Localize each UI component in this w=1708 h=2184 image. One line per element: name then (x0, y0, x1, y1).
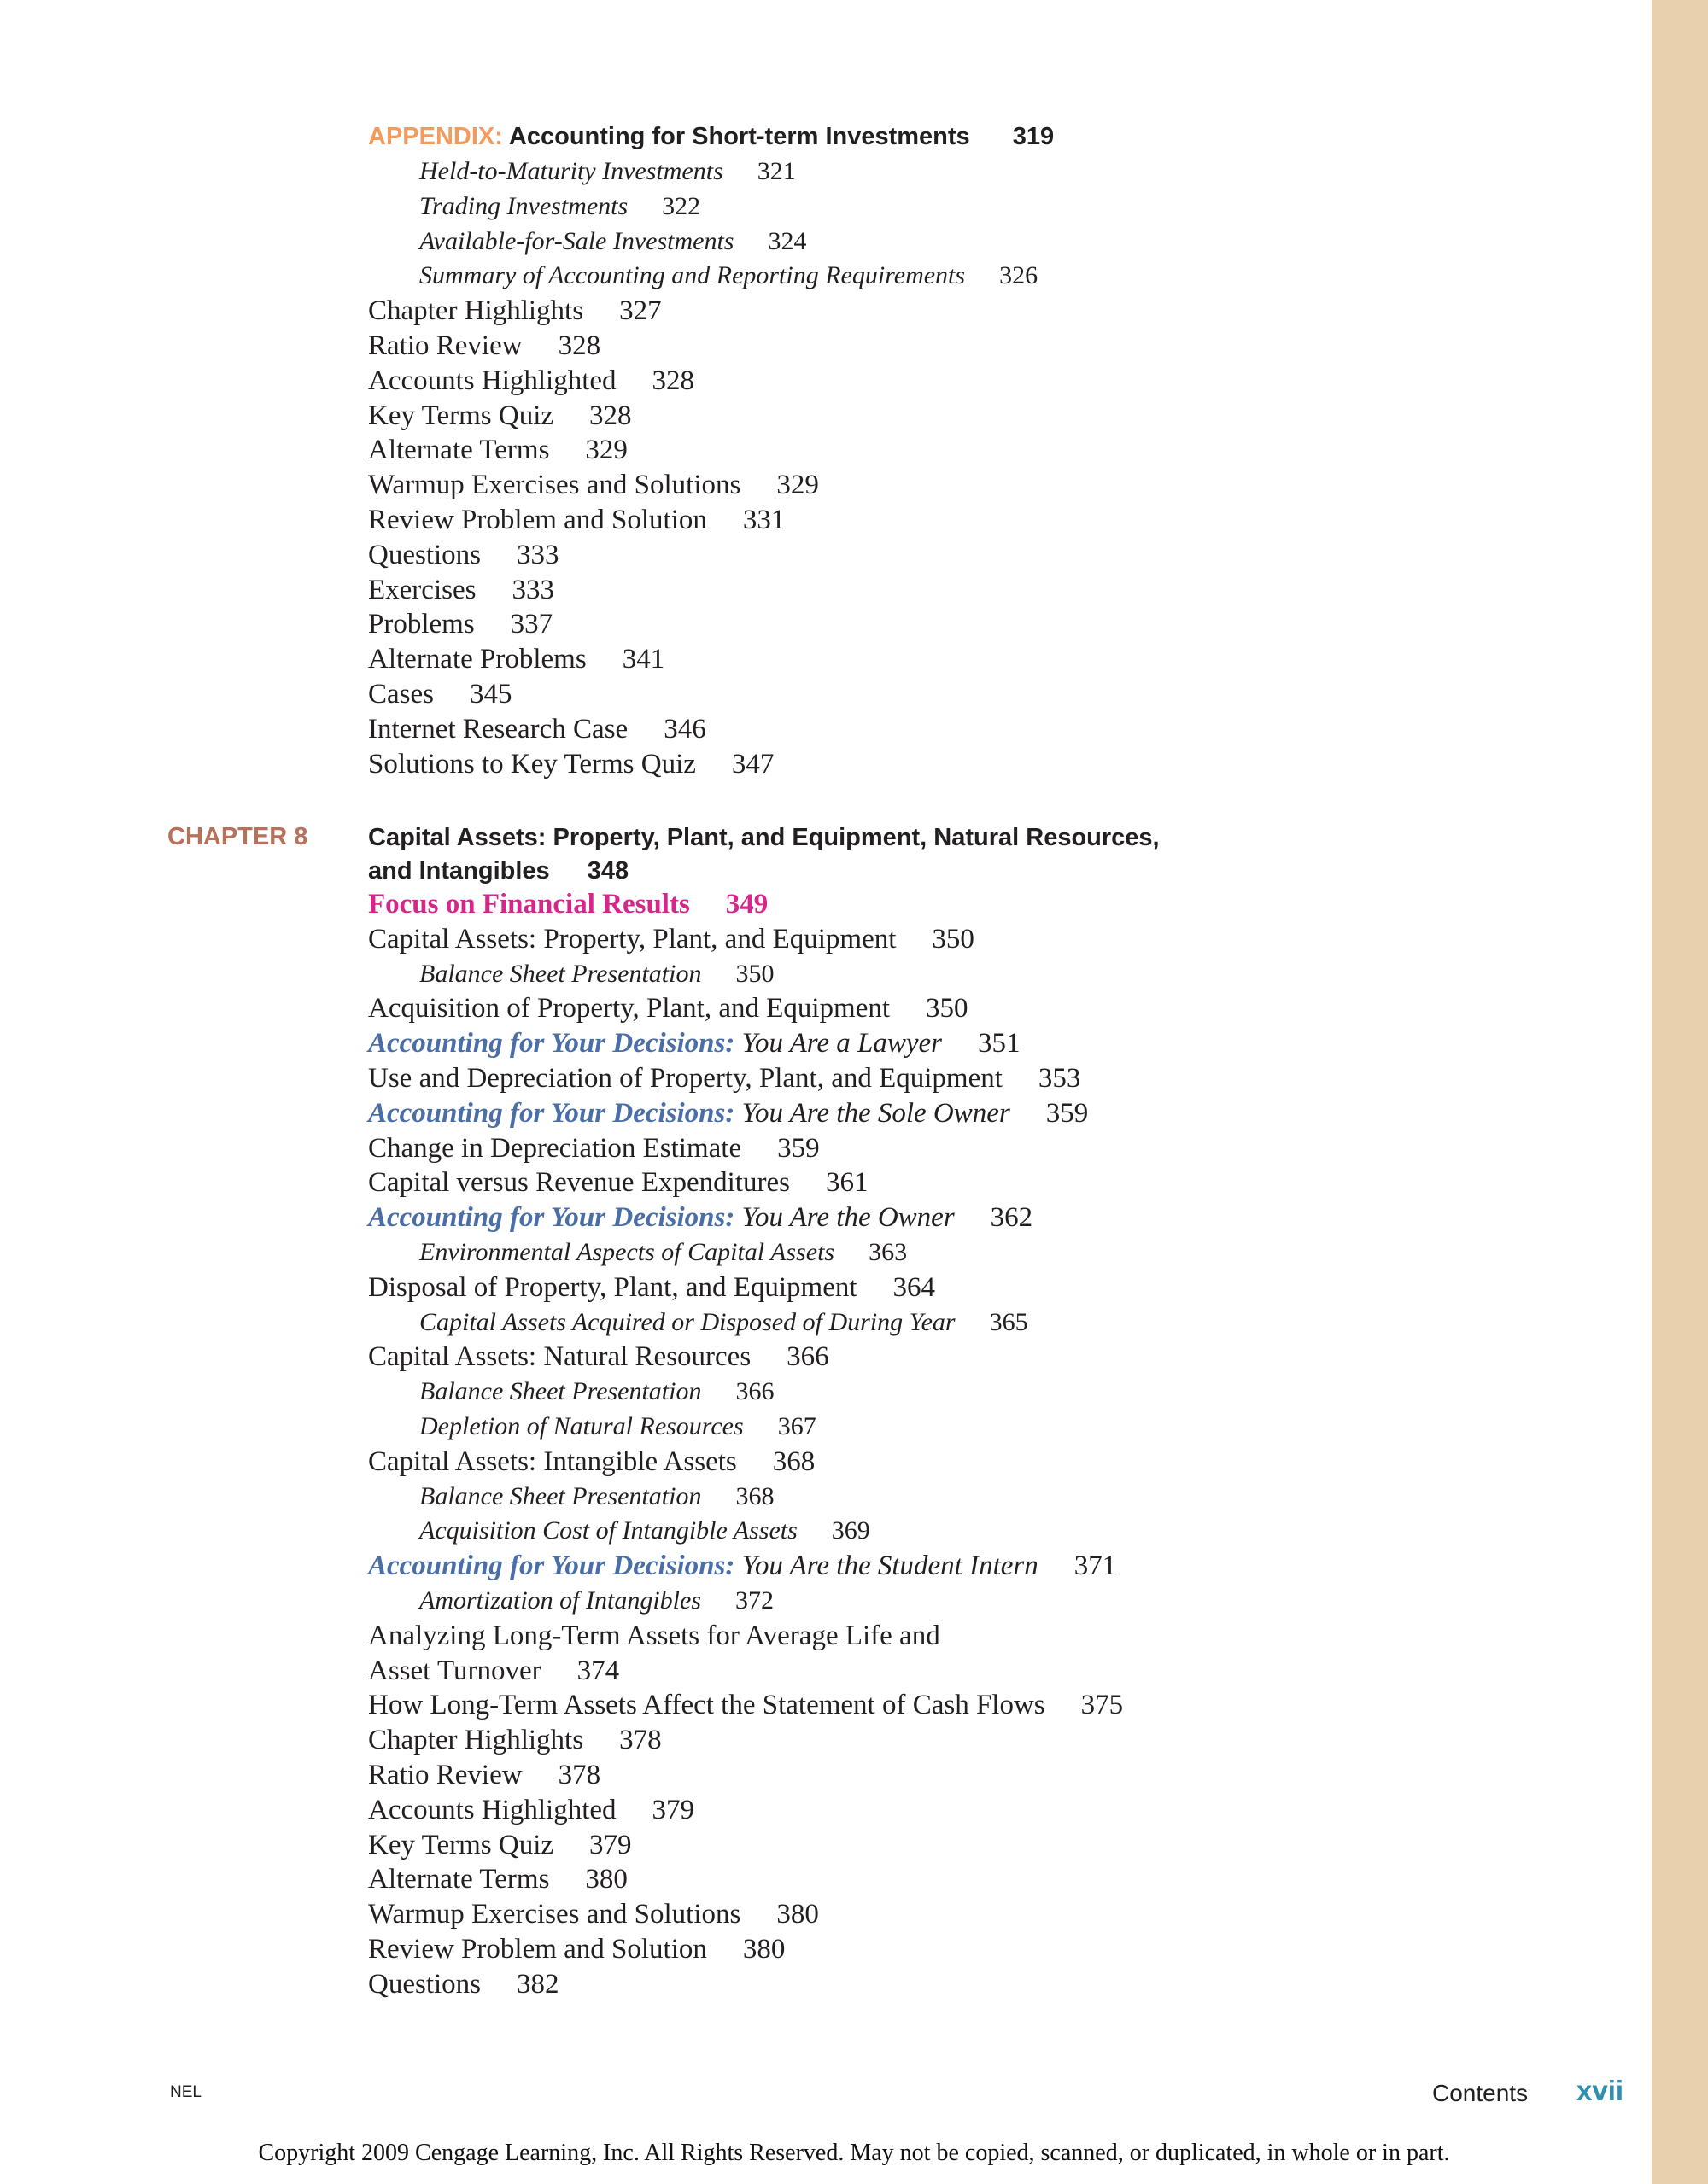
toc-entry (368, 1862, 1123, 1897)
toc-entry (368, 1584, 1123, 1619)
toc-entry (368, 957, 1123, 992)
toc-entry-page: 328 (558, 330, 601, 361)
toc-entry-title: Acquisition of Property, Plant, and Equipment (368, 993, 891, 1025)
toc-entry-page: 350 (735, 959, 775, 988)
toc-entry (368, 364, 1038, 399)
toc-entry (368, 1026, 1123, 1061)
toc-entry-page: 349 (725, 889, 769, 920)
toc-entry-page: 327 (619, 295, 662, 327)
toc-entry (368, 468, 1038, 503)
toc-entry (368, 1305, 1123, 1340)
toc-entry-title: Chapter Highlights (368, 1725, 584, 1756)
decision-prefix: Accounting for Your Decisions: (368, 1202, 735, 1234)
toc-entry (368, 1793, 1123, 1828)
toc-entry-title: Use and Depreciation of Property, Plant, and Equipment (368, 1062, 1003, 1094)
toc-entry-title: Alternate Problems (368, 644, 587, 675)
toc-entry-title: Capital Assets: Intangible Assets (368, 1445, 737, 1477)
toc-entry (368, 1096, 1123, 1131)
toc-entry-page: 341 (622, 644, 665, 675)
toc-entry-title: Alternate Terms (368, 435, 550, 466)
toc-entry-page: 379 (589, 1829, 632, 1860)
toc-entry (368, 1131, 1123, 1166)
footer-section: Contents (1432, 2080, 1529, 2106)
toc-entry-page: 350 (932, 923, 974, 955)
chapter-title-line1: Capital Assets: Property, Plant, and Equipment, Natural Resources, (368, 824, 1160, 851)
toc-entry-page: 361 (825, 1167, 869, 1199)
toc-entry-title: Review Problem and Solution (368, 504, 707, 535)
toc-entry-page: 359 (777, 1132, 820, 1164)
toc-entry (368, 573, 1038, 608)
decision-prefix: Accounting for Your Decisions: (368, 1550, 735, 1582)
toc-entry-title: Depletion of Natural Resources (419, 1411, 744, 1440)
toc-entry-page: 326 (999, 261, 1038, 290)
toc-entry-page: 367 (777, 1411, 816, 1440)
toc-entry-title: Key Terms Quiz (368, 1829, 554, 1860)
toc-entry-title: Environmental Aspects of Capital Assets (419, 1237, 835, 1266)
toc-entry-page: 347 (731, 748, 775, 780)
toc-entry (368, 155, 1038, 190)
toc-entry (368, 1758, 1123, 1793)
toc-entry (368, 1932, 1123, 1967)
toc-entry-title: Balance Sheet Presentation (419, 1377, 702, 1406)
toc-entry-title: Warmup Exercises and Solutions (368, 1899, 741, 1930)
toc-entry-page: 345 (470, 678, 512, 710)
toc-entry (368, 1445, 1123, 1480)
toc-entry (368, 433, 1038, 468)
toc-entry (368, 1654, 1123, 1689)
toc-entry (368, 294, 1038, 329)
toc-entry-page: 350 (926, 993, 968, 1025)
toc-entry-title: Balance Sheet Presentation (419, 959, 702, 988)
footer-nel: NEL (170, 2083, 202, 2101)
toc-entry-title: Held-to-Maturity Investments (419, 157, 723, 185)
page-number: xvii (1576, 2075, 1624, 2106)
toc-entry (368, 503, 1038, 538)
toc-entry-title: Accounts Highlighted (368, 365, 617, 396)
toc-entry-page: 366 (787, 1341, 829, 1373)
chapter-toc-list (368, 887, 1123, 2002)
toc-entry-title: Asset Turnover (368, 1655, 541, 1686)
decision-prefix: Accounting for Your Decisions: (368, 1097, 735, 1129)
chapter-label: CHAPTER 8 (167, 823, 308, 850)
toc-entry (368, 1200, 1123, 1235)
toc-entry-page: 329 (776, 470, 819, 501)
toc-entry-title: Focus on Financial Results (368, 889, 690, 920)
toc-entry-page: 378 (619, 1725, 662, 1756)
chapter-title (368, 821, 1160, 888)
toc-entry-title: Amortization of Intangibles (419, 1585, 701, 1615)
toc-entry (368, 225, 1038, 260)
appendix-heading (368, 121, 1054, 152)
toc-entry (368, 1480, 1123, 1515)
toc-entry-title: Change in Depreciation Estimate (368, 1132, 742, 1164)
toc-entry (368, 1723, 1123, 1758)
toc-entry-title: Questions (368, 539, 481, 570)
toc-entry-title: Warmup Exercises and Solutions (368, 470, 741, 501)
appendix-page: 319 (1012, 123, 1055, 150)
toc-entry-page: 351 (978, 1028, 1021, 1060)
toc-entry (368, 1235, 1123, 1270)
toc-entry-page: 322 (662, 191, 701, 220)
toc-entry (368, 538, 1038, 573)
toc-entry-title: Capital Assets: Property, Plant, and Equipment (368, 923, 897, 955)
toc-entry-page: 353 (1038, 1062, 1081, 1094)
toc-entry-page: 371 (1073, 1550, 1117, 1582)
toc-entry (368, 1549, 1123, 1584)
toc-entry-page: 362 (990, 1202, 1033, 1234)
toc-entry-title: Problems (368, 609, 475, 640)
toc-entry-page: 369 (831, 1516, 870, 1545)
toc-entry-title: Disposal of Property, Plant, and Equipment (368, 1271, 857, 1303)
toc-entry (368, 712, 1038, 747)
toc-entry-page: 374 (576, 1655, 620, 1686)
toc-entry-page: 363 (869, 1237, 908, 1266)
toc-entry-page: 328 (652, 365, 695, 396)
toc-entry (368, 991, 1123, 1026)
toc-entry-title: Summary of Accounting and Reporting Requirements (419, 261, 966, 290)
toc-entry (368, 1514, 1123, 1549)
toc-entry-page: 364 (892, 1271, 936, 1303)
appendix-toc-list (368, 155, 1038, 781)
decision-prefix: Accounting for Your Decisions: (368, 1028, 735, 1060)
toc-entry-page: 331 (742, 504, 786, 535)
toc-entry (368, 922, 1123, 957)
toc-entry (368, 1967, 1123, 2002)
toc-entry (368, 1619, 1123, 1654)
toc-entry-title: You Are the Student Intern (741, 1550, 1038, 1582)
toc-entry-page: 346 (664, 713, 706, 745)
toc-entry-title: Solutions to Key Terms Quiz (368, 748, 696, 780)
toc-entry (368, 399, 1038, 434)
toc-entry-title: You Are a Lawyer (741, 1028, 943, 1060)
toc-entry-title: Trading Investments (419, 191, 629, 220)
toc-entry-page: 379 (652, 1794, 695, 1825)
toc-entry (368, 259, 1038, 294)
toc-entry-title: Capital versus Revenue Expenditures (368, 1167, 790, 1199)
toc-entry-title: Ratio Review (368, 330, 523, 361)
toc-entry (368, 1165, 1123, 1200)
toc-entry-title: Ratio Review (368, 1759, 523, 1790)
toc-entry-title: Questions (368, 1968, 481, 2000)
toc-entry-title: Acquisition Cost of Intangible Assets (419, 1516, 798, 1545)
toc-entry-title: Chapter Highlights (368, 295, 584, 327)
toc-entry (368, 747, 1038, 782)
chapter-title-line2 (368, 855, 1160, 888)
toc-entry-page: 321 (757, 157, 796, 185)
toc-entry-title: Available-for-Sale Investments (419, 226, 734, 255)
toc-entry-page: 372 (735, 1585, 774, 1615)
appendix-label: APPENDIX: (368, 123, 503, 150)
toc-entry-page: 378 (558, 1759, 601, 1790)
toc-entry-page: 329 (585, 435, 628, 466)
toc-entry-page: 366 (735, 1377, 775, 1406)
appendix-title: Accounting for Short-term Investments (508, 123, 970, 150)
toc-entry (368, 642, 1038, 677)
toc-entry-title: Alternate Terms (368, 1864, 550, 1895)
toc-entry (368, 1410, 1123, 1445)
toc-entry-page: 365 (989, 1307, 1028, 1336)
toc-entry (368, 190, 1038, 225)
toc-entry-page: 380 (776, 1899, 819, 1930)
toc-entry (368, 329, 1038, 364)
chapter-page: 348 (587, 857, 629, 885)
toc-entry (368, 677, 1038, 712)
toc-entry (368, 1061, 1123, 1096)
toc-entry (368, 1340, 1123, 1375)
toc-entry-title: Exercises (368, 574, 477, 605)
toc-entry-page: 337 (510, 609, 553, 640)
toc-entry-page: 368 (772, 1445, 816, 1477)
toc-entry (368, 1270, 1123, 1305)
toc-entry-page: 333 (512, 574, 554, 605)
toc-entry-page: 333 (517, 539, 559, 570)
toc-entry-page: 368 (735, 1481, 775, 1510)
toc-entry (368, 887, 1123, 922)
toc-entry-page: 375 (1080, 1690, 1124, 1721)
toc-entry-page: 380 (585, 1864, 628, 1895)
toc-entry-title: Key Terms Quiz (368, 400, 554, 431)
toc-entry-title: Capital Assets Acquired or Disposed of During Year (419, 1307, 956, 1336)
toc-entry-title: Capital Assets: Natural Resources (368, 1341, 752, 1373)
toc-entry-page: 328 (589, 400, 632, 431)
toc-entry-title: Analyzing Long-Term Assets for Average Life and (368, 1620, 940, 1651)
chapter-title-line2-text: and Intangibles (368, 857, 550, 885)
toc-entry (368, 1375, 1123, 1410)
toc-entry (368, 1688, 1123, 1723)
toc-entry-page: 359 (1045, 1097, 1089, 1129)
toc-entry-page: 380 (742, 1933, 786, 1965)
side-color-band (1652, 0, 1708, 2184)
toc-entry-title: Review Problem and Solution (368, 1933, 707, 1965)
toc-entry-title: You Are the Owner (741, 1202, 955, 1234)
toc-entry (368, 607, 1038, 642)
toc-entry-page: 324 (768, 226, 807, 255)
toc-entry-title: Cases (368, 678, 434, 710)
toc-entry (368, 1897, 1123, 1932)
toc-entry-title: How Long-Term Assets Affect the Statement of Cash Flows (368, 1690, 1045, 1721)
toc-entry-title: Internet Research Case (368, 713, 629, 745)
toc-entry-title: Balance Sheet Presentation (419, 1481, 702, 1510)
toc-entry-page: 382 (517, 1968, 559, 2000)
copyright-notice: Copyright 2009 Cengage Learning, Inc. All Rights Reserved. May not be copied, scanned, or duplicated, in whole or in part. (258, 2140, 1450, 2166)
toc-entry (368, 1828, 1123, 1863)
toc-entry-title: You Are the Sole Owner (741, 1097, 1010, 1129)
toc-entry-title: Accounts Highlighted (368, 1794, 617, 1825)
